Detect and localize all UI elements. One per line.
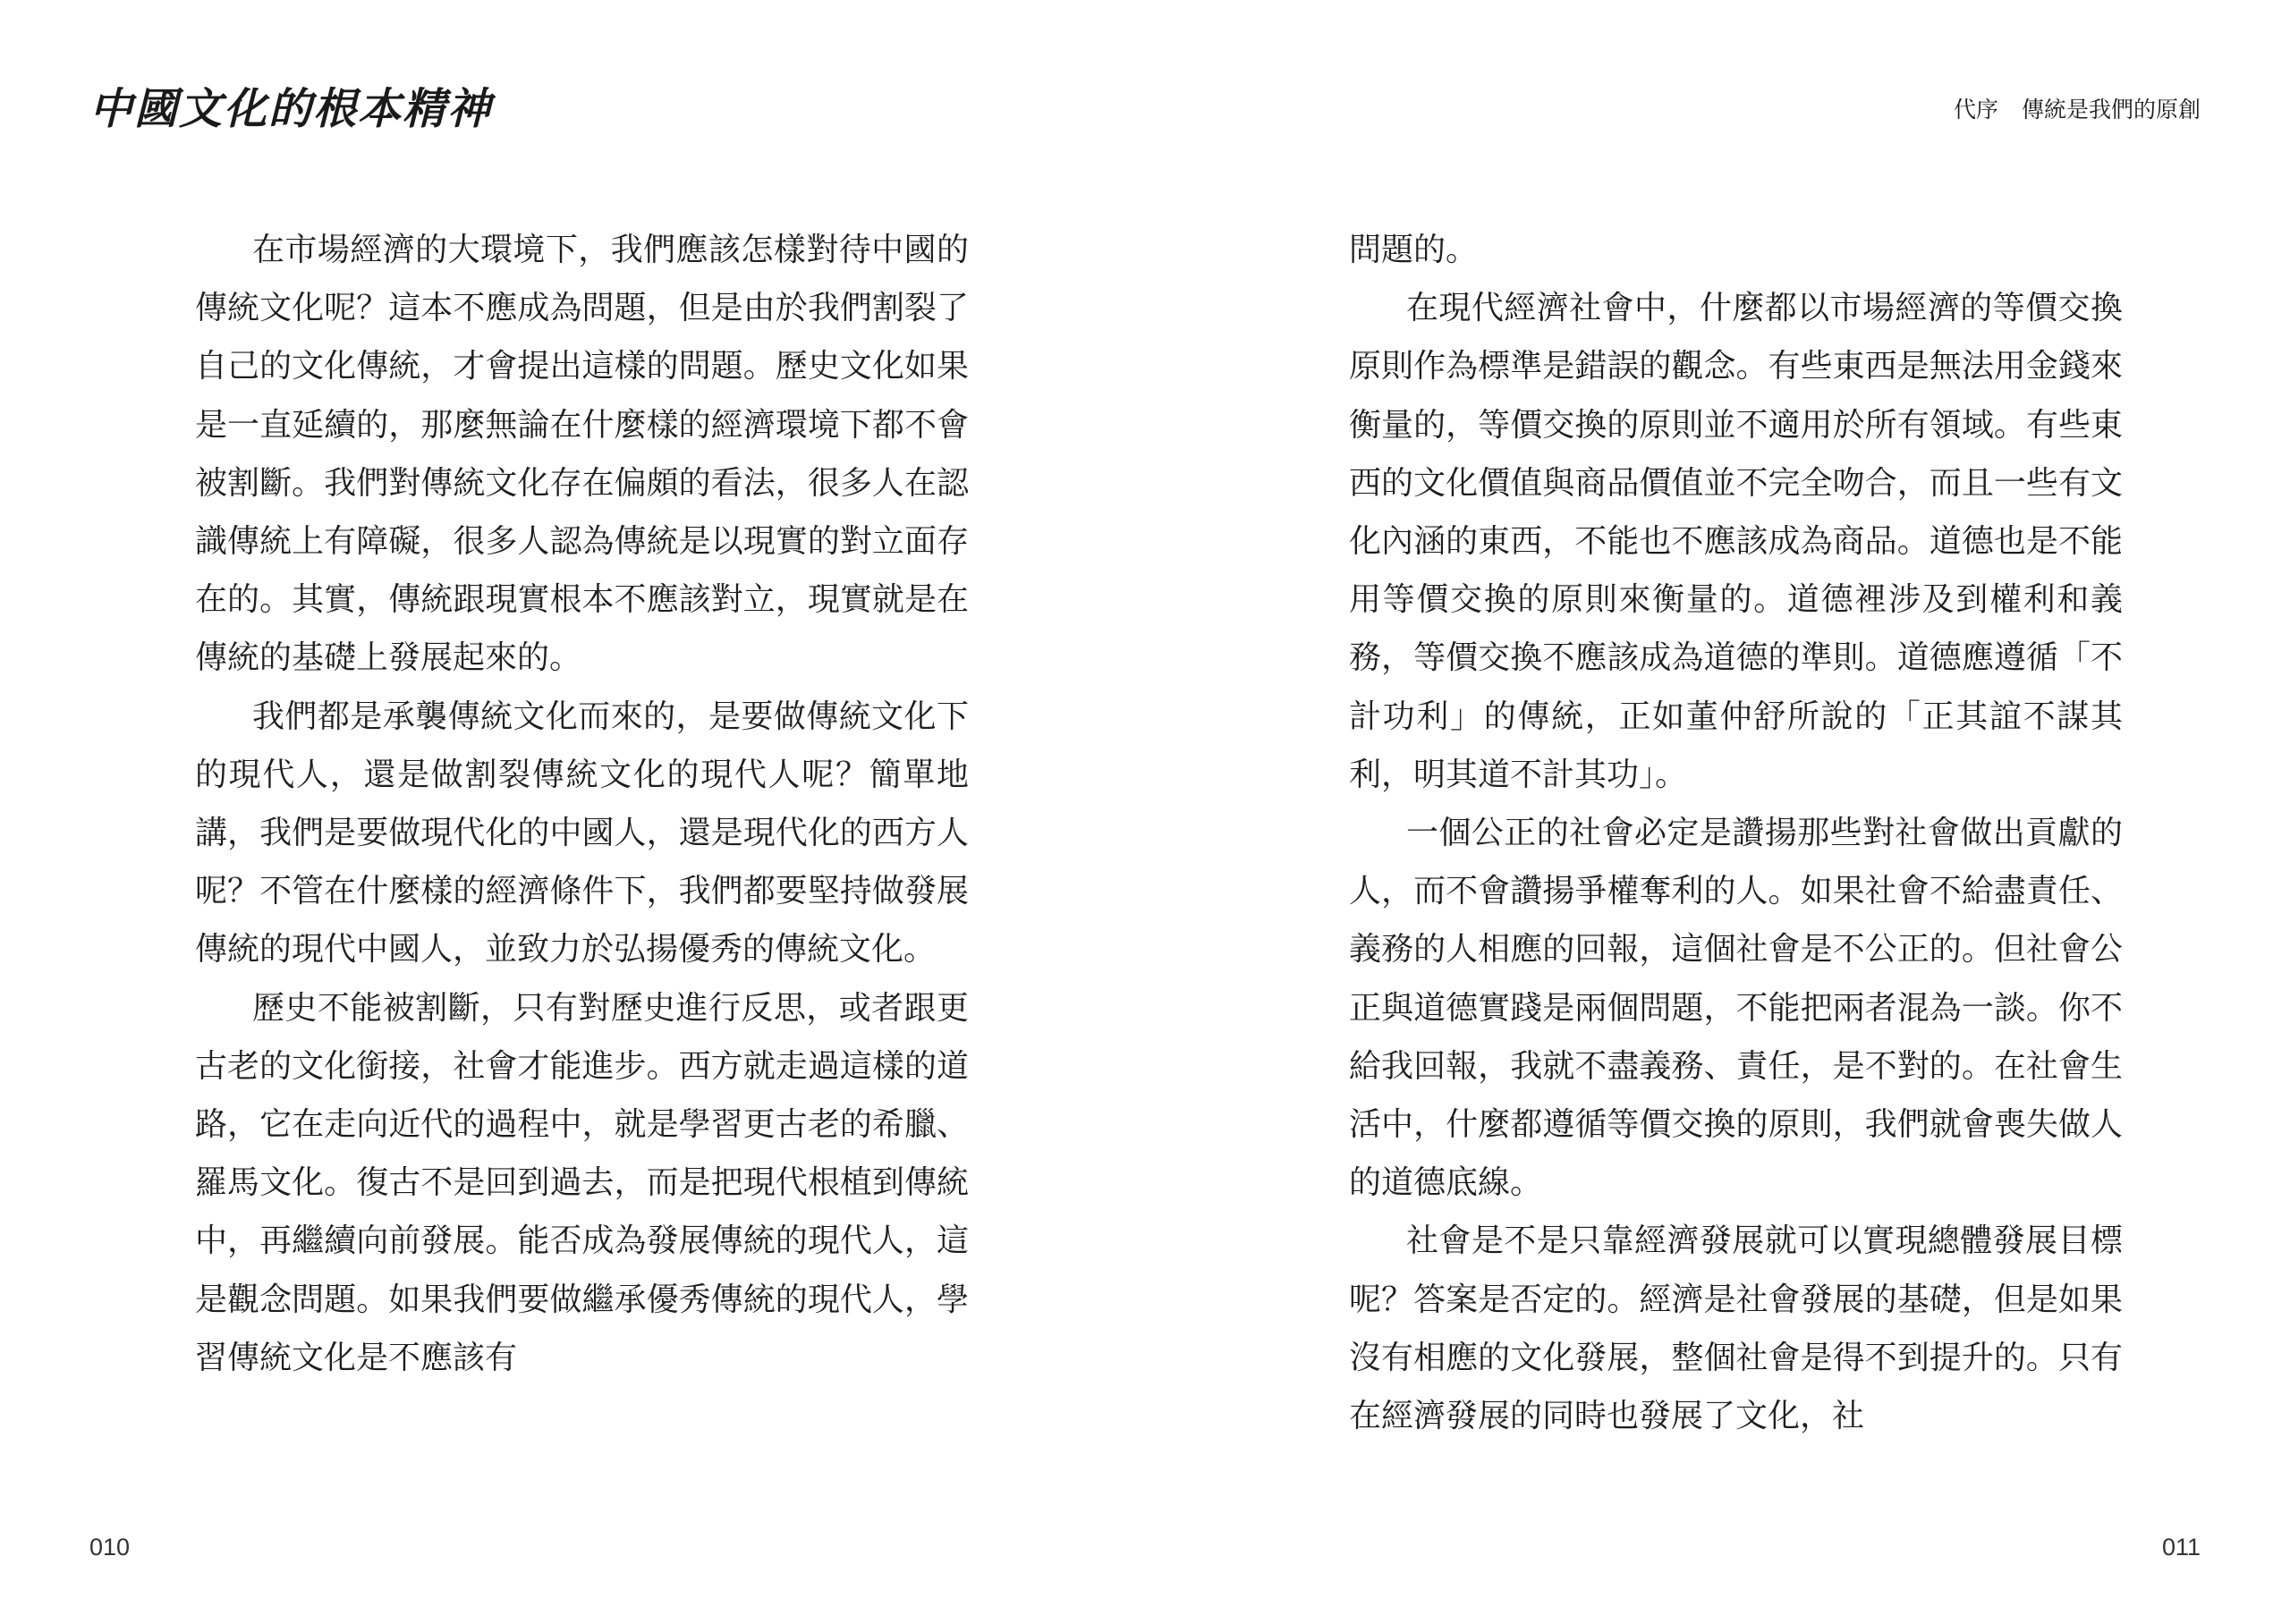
header-title: 傳統是我們的原創 bbox=[2021, 97, 2201, 123]
right-page bbox=[1145, 0, 2290, 1624]
paragraph: 在市場經濟的大環境下，我們應該怎樣對待中國的傳統文化呢？這本不應成為問題，但是由於我們割裂了自己的文化傳統，才會提出這樣的問題。歷史文化如果是一直延續的，那麼無論在什麼樣的經濟環境下都不會被割斷。我們對傳統文化存在偏頗的看法，很多人在認識傳統上有障礙，很多人認為傳統是以現實的對立面存在的。其實，傳統跟現實根本不應該對立，現實就是在傳統的基礎上發展起來的。 bbox=[195, 232, 969, 677]
header-prefix: 代序 bbox=[1953, 97, 1998, 123]
running-title: 中國文化的根本精神 bbox=[89, 84, 493, 134]
paragraph: 一個公正的社會必定是讚揚那些對社會做出貢獻的人，而不會讚揚爭權奪利的人。如果社會不給盡責任、義務的人相應的回報，這個社會是不公正的。但社會公正與道德實踐是兩個問題，不能把兩者混為一談。你不給我回報，我就不盡義務、責任，是不對的。在社會生活中，什麼都遵循等價交換的原則，我們就會喪失做人的道德底線。 bbox=[1349, 815, 2123, 1202]
paragraph: 我們都是承襲傳統文化而來的，是要做傳統文化下的現代人，還是做割裂傳統文化的現代人呢？簡單地講，我們是要做現代化的中國人，還是現代化的西方人呢？不管在什麼樣的經濟條件下，我們都要堅持做發展傳統的現代中國人，並致力於弘揚優秀的傳統文化。 bbox=[195, 698, 969, 968]
page-number: 010 bbox=[89, 1534, 131, 1561]
paragraph: 社會是不是只靠經濟發展就可以實現總體發展目標呢？答案是否定的。經濟是社會發展的基礎，但是如果沒有相應的文化發展，整個社會是得不到提升的。只有在經濟發展的同時也發展了文化，社 bbox=[1349, 1222, 2123, 1435]
page-number: 011 bbox=[2161, 1534, 2201, 1561]
continuation-text: 問題的。 bbox=[1349, 232, 1479, 268]
running-header bbox=[1954, 98, 2201, 121]
right-page-body bbox=[1349, 221, 2123, 1445]
paragraph: 在現代經濟社會中，什麼都以市場經濟的等價交換原則作為標準是錯誤的觀念。有些東西是無法用金錢來衡量的，等價交換的原則並不適用於所有領域。有些東西的文化價值與商品價值並不完全吻合，而且一些有文化內涵的東西，不能也不應該成為商品。道德也是不能用等價交換的原則來衡量的。道德裡涉及到權利和義務，等價交換不應該成為道德的準則。道德應遵循「不計功利」的傳統，正如董仲舒所說的「正其誼不謀其利，明其道不計其功」。 bbox=[1349, 290, 2123, 793]
left-page-body bbox=[195, 221, 969, 1387]
paragraph: 歷史不能被割斷，只有對歷史進行反思，或者跟更古老的文化銜接，社會才能進步。西方就走過這樣的道路，它在走向近代的過程中，就是學習更古老的希臘、羅馬文化。復古不是回到過去，而是把現代根植到傳統中，再繼續向前發展。能否成為發展傳統的現代人，這是觀念問題。如果我們要做繼承優秀傳統的現代人，學習傳統文化是不應該有 bbox=[195, 989, 969, 1376]
